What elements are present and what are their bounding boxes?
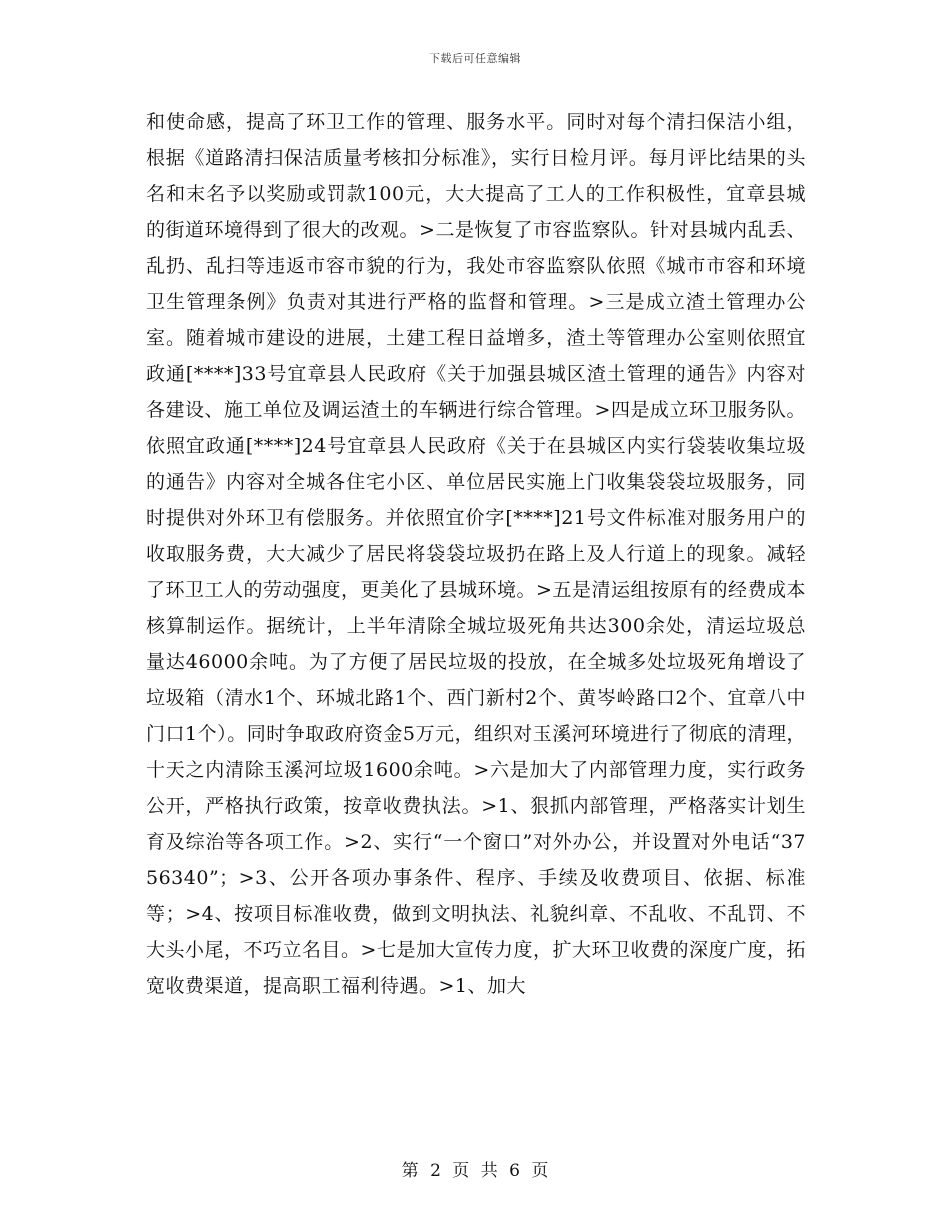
page-header-note: 下载后可任意编辑 (429, 52, 521, 65)
body-paragraph: 和使命感，提高了环卫工作的管理、服务水平。同时对每个清扫保洁小组，根据《道路清扫保洁质量考核扣分标准》，实行日检月评。每月评比结果的头名和末名予以奖励或罚款100元，大大提高了工人的工作积极性，宜章县城的街道环境得到了很大的改观。>二是恢复了市容监察队。针对县城内乱丢、乱扔、乱扫等违返市容市貌的行为，我处市容监察队依照《城市市容和环境卫生管理条例》负责对其进行严格的监督和管理。>三是成立渣土管理办公室。随着城市建设的进展，土建工程日益增多，渣土等管理办公室则依照宜政通[****]33号宜章县人民政府《关于加强县城区渣土管理的通告》内容对各建设、施工单位及调运渣土的车辆进行综合管理。>四是成立环卫服务队。依照宜政通[****]24号宜章县人民政府《关于在县城区内实行袋装收集垃圾的通告》内容对全城各住宅小区、单位居民实施上门收集袋袋垃圾服务，同时提供对外环卫有偿服务。并依照宜价字[****]21号文件标准对服务用户的收取服务费，大大减少了居民将袋袋垃圾扔在路上及人行道上的现象。减轻了环卫工人的劳动强度，更美化了县城环境。>五是清运组按原有的经费成本核算制运作。据统计，上半年清除全城垃圾死角共达300余处，清运垃圾总量达46000余吨。为了方便了居民垃圾的投放，在全城多处垃圾死角增设了垃圾箱（清水1个、环城北路1个、西门新村2个、黄岑岭路口2个、宜章八中门口1个）。同时争取政府资金5万元，组织对玉溪河环境进行了彻底的清理，十天之内清除玉溪河垃圾1600余吨。>六是加大了内部管理力度，实行政务公开，严格执行政策，按章收费执法。>1、狠抓内部管理，严格落实计划生育及综治等各项工作。>2、实行“一个窗口”对外办公，并设置对外电话“3756340”；>3、公开各项办事条件、程序、手续及收费项目、依据、标准等；>4、按项目标准收费，做到文明执法、礼貌纠章、不乱收、不乱罚、不大头小尾，不巧立名目。>七是加大宣传力度，扩大环卫收费的深度广度，拓宽收费渠道，提高职工福利待遇。>1、加大 (146, 111, 806, 997)
document-body (146, 104, 806, 1004)
page-number-footer: 第 2 页 共 6 页 (401, 1161, 549, 1181)
